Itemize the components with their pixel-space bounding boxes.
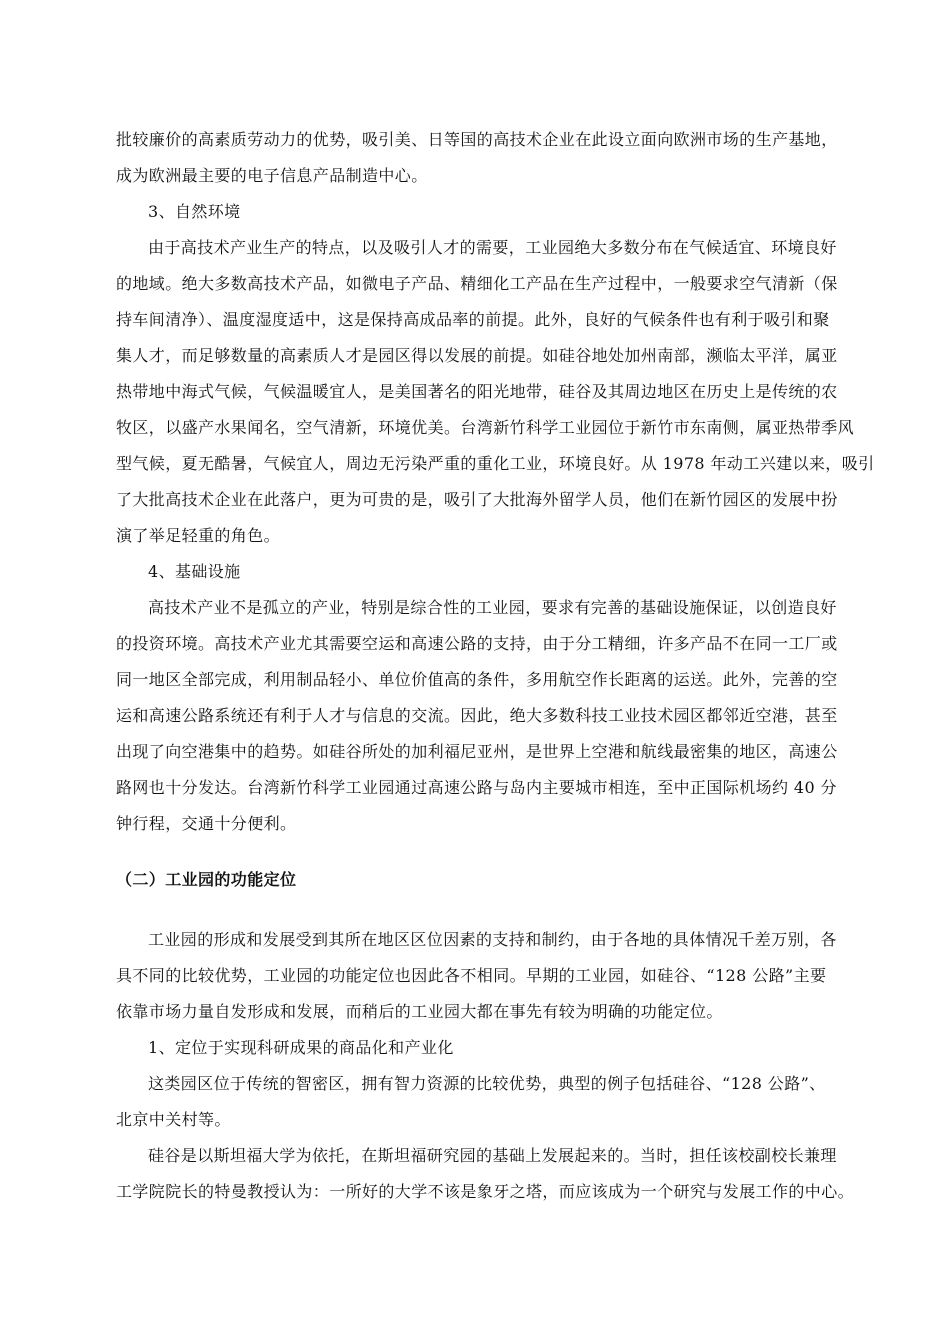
- subsection-heading: 3、自然环境: [148, 202, 241, 221]
- body-text-line: 运和高速公路系统还有利于人才与信息的交流。因此，绝大多数科技工业技术园区都邻近空港，甚至: [116, 706, 838, 725]
- body-text-line: 持车间清净）、温度湿度适中，这是保持高成品率的前提。此外，良好的气候条件也有利于吸引和聚: [116, 310, 830, 329]
- body-text-line: 批较廉价的高素质劳动力的优势，吸引美、日等国的高技术企业在此设立面向欧洲市场的生产基地，: [116, 130, 838, 149]
- body-text-line: 型气候，夏无酷暑，气候宜人，周边无污染严重的重化工业，环境良好。从 1978 年动工兴建以来，吸引: [116, 454, 875, 473]
- body-text-line: 成为欧洲最主要的电子信息产品制造中心。: [116, 166, 428, 185]
- body-text-line: 具不同的比较优势，工业园的功能定位也因此各不相同。早期的工业园，如硅谷、“128 公路”主要: [116, 966, 827, 985]
- body-text-line: 的投资环境。高技术产业尤其需要空运和高速公路的支持，由于分工精细，许多产品不在同一工厂或: [116, 634, 838, 653]
- body-text-line: 路网也十分发达。台湾新竹科学工业园通过高速公路与岛内主要城市相连，至中正国际机场约 40 分: [116, 778, 837, 797]
- body-text-line: 的地域。绝大多数高技术产品，如微电子产品、精细化工产品在生产过程中，一般要求空气清新（保: [116, 274, 838, 293]
- section-heading: （二）工业园的功能定位: [116, 870, 297, 889]
- body-text-line: 工学院院长的特曼教授认为：一所好的大学不该是象牙之塔，而应该成为一个研究与发展工作的中心。: [116, 1182, 855, 1201]
- body-text-line: 演了举足轻重的角色。: [116, 526, 281, 545]
- body-text-line: 由于高技术产业生产的特点，以及吸引人才的需要，工业园绝大多数分布在气候适宜、环境良好: [148, 238, 837, 257]
- body-text-line: 硅谷是以斯坦福大学为依托，在斯坦福研究园的基础上发展起来的。当时，担任该校副校长兼理: [148, 1146, 837, 1165]
- body-text-line: 同一地区全部完成，利用制品轻小、单位价值高的条件，多用航空作长距离的运送。此外，完善的空: [116, 670, 838, 689]
- body-text-line: 钟行程，交通十分便利。: [116, 814, 297, 833]
- body-text-line: 牧区，以盛产水果闻名，空气清新，环境优美。台湾新竹科学工业园位于新竹市东南侧，属亚热带季风: [116, 418, 855, 437]
- body-text-line: 北京中关村等。: [116, 1110, 231, 1129]
- subsection-heading: 4、基础设施: [148, 562, 241, 581]
- body-text-line: 热带地中海式气候，气候温暖宜人，是美国著名的阳光地带，硅谷及其周边地区在历史上是传统的农: [116, 382, 838, 401]
- body-text-line: 依靠市场力量自发形成和发展，而稍后的工业园大都在事先有较为明确的功能定位。: [116, 1002, 723, 1021]
- body-text-line: 工业园的形成和发展受到其所在地区区位因素的支持和制约，由于各地的具体情况千差万别，各: [148, 930, 837, 949]
- body-text-line: 高技术产业不是孤立的产业，特别是综合性的工业园，要求有完善的基础设施保证，以创造良好: [148, 598, 837, 617]
- body-text-line: 这类园区位于传统的智密区，拥有智力资源的比较优势，典型的例子包括硅谷、“128 公路”、: [148, 1074, 826, 1093]
- subsection-heading: 1、定位于实现科研成果的商品化和产业化: [148, 1038, 454, 1057]
- body-text-line: 了大批高技术企业在此落户，更为可贵的是，吸引了大批海外留学人员，他们在新竹园区的发展中扮: [116, 490, 838, 509]
- body-text-line: 集人才，而足够数量的高素质人才是园区得以发展的前提。如硅谷地处加州南部，濒临太平洋，属亚: [116, 346, 838, 365]
- body-text-line: 出现了向空港集中的趋势。如硅谷所处的加利福尼亚州，是世界上空港和航线最密集的地区，高速公: [116, 742, 838, 761]
